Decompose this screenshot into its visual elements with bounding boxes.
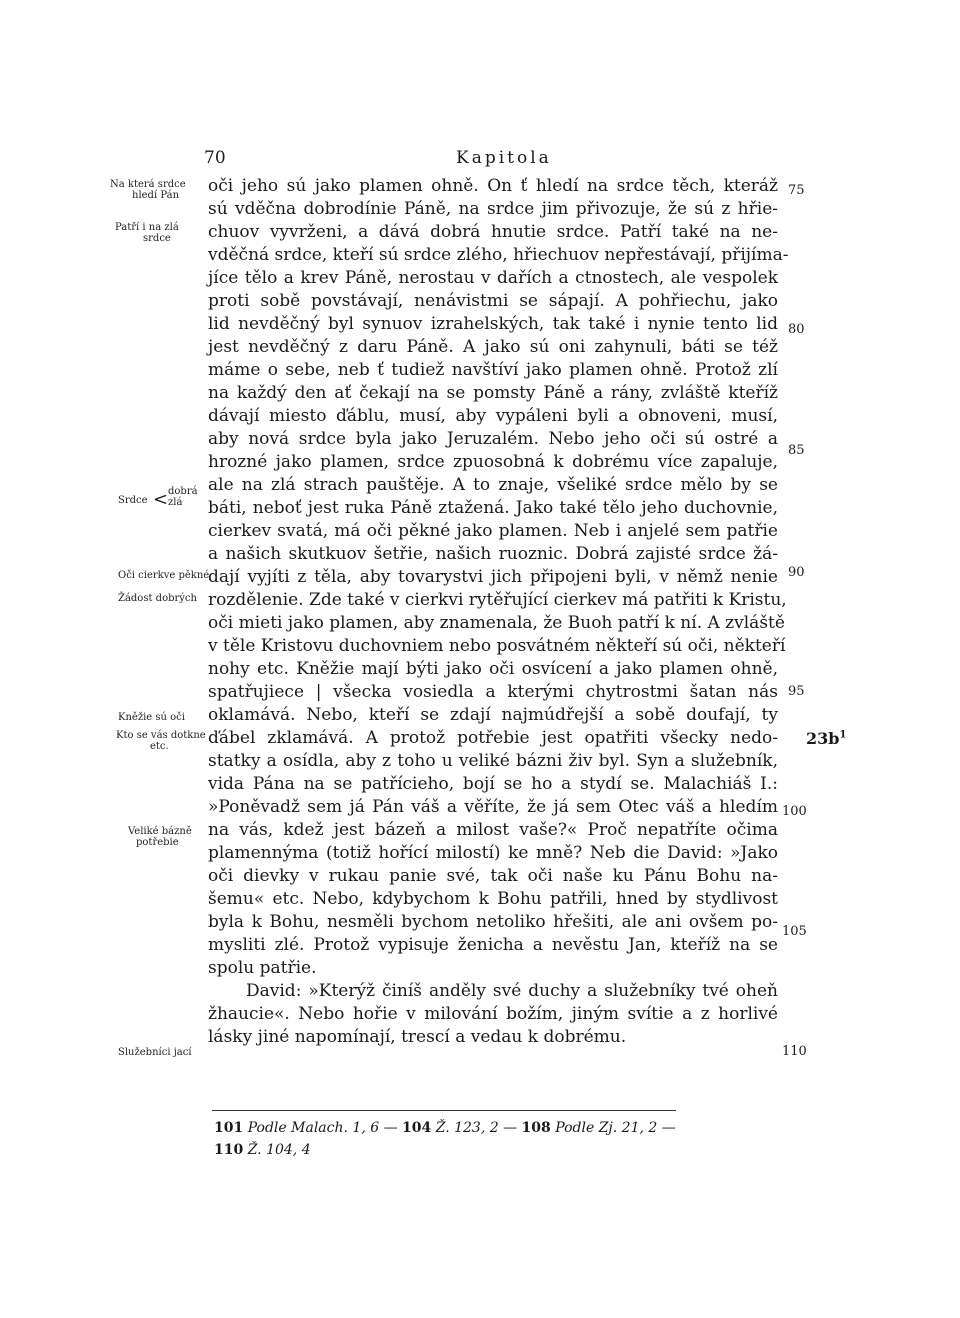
footnote-line: 101 Podle Malach. 1, 6 — 104 Ž. 123, 2 — 108 Podle Zj. 21, 2 — bbox=[214, 1120, 676, 1136]
bracket-glyph: < bbox=[153, 489, 169, 510]
text-line: nohy etc. Kněžie mají býti jako oči osvícení a jako plamen ohně, bbox=[208, 659, 778, 679]
text-line: dají vyjíti z těla, aby tovarystvi jich připojeni byli, v němž nenie bbox=[208, 567, 778, 587]
footnote-rule bbox=[212, 1110, 676, 1111]
text-line: oči jeho sú jako plamen ohně. On ť hledí na srdce těch, kteráž bbox=[208, 176, 778, 196]
text-line: lid nevděčný byl synuov izrahelských, tak také i nynie tento lid bbox=[208, 314, 778, 334]
margin-note: Oči cierkve pěkné bbox=[118, 570, 210, 581]
text-line: na vás, kdež jest bázeň a milost vaše?« Proč nepatříte očima bbox=[208, 820, 778, 840]
margin-note: Veliké bázně potřebie bbox=[128, 826, 192, 848]
line-number: 105 bbox=[782, 924, 807, 939]
text-line: byla k Bohu, nesměli bychom netoliko hřešiti, ale ani ovšem po- bbox=[208, 912, 778, 932]
text-line: v těle Kristovu duchovniem nebo posvátném někteří sú oči, někteří bbox=[208, 636, 786, 656]
line-number: 90 bbox=[788, 565, 805, 580]
margin-note: Služebníci jací bbox=[118, 1047, 192, 1058]
running-title: Kapitola bbox=[456, 148, 552, 168]
folio-marker: $23b^1$ bbox=[806, 729, 847, 748]
footnote-line: 110 Ž. 104, 4 bbox=[214, 1142, 311, 1158]
text-line: rozdělenie. Zde také v cierkvi rytěřující cierkev má patřiti k Kristu, bbox=[208, 590, 787, 610]
text-line: jest nevděčný z daru Páně. A jako sú oni zahynuli, báti se též bbox=[208, 337, 778, 357]
line-number: 80 bbox=[788, 322, 805, 337]
text-line: chuov vyvrženi, a dává dobrá hnutie srdce. Patří také na ne- bbox=[208, 222, 778, 242]
text-line: David: »Kterýž činíš anděly své duchy a služebníky tvé oheň bbox=[246, 981, 778, 1001]
line-number: 100 bbox=[782, 804, 807, 819]
text-line: žhaucie«. Nebo hořie v milování božím, jiným svítie a z horlivé bbox=[208, 1004, 778, 1024]
text-line: oči mieti jako plamen, aby znamenala, že Buoh patří k ní. A zvláště bbox=[208, 613, 785, 633]
text-line: lásky jiné napomínají, trescí a vedau k dobrému. bbox=[208, 1027, 627, 1047]
text-line: hrozné jako plamen, srdce zpuosobná k dobrému více zapaluje, bbox=[208, 452, 778, 472]
text-line: vděčná srdce, kteří sú srdce zlého, hřiechuov nepřestávají, přijíma- bbox=[208, 245, 789, 265]
text-line: ale na zlá strach pauštěje. A to znaje, všeliké srdce mělo by se bbox=[208, 475, 778, 495]
text-line: dávají miesto ďáblu, musí, aby vypáleni byli a obnoveni, musí, bbox=[208, 406, 778, 426]
margin-note: Žádost dobrých bbox=[118, 593, 197, 604]
margin-note: Srdce bbox=[118, 495, 148, 506]
text-line: cierkev svatá, má oči pěkné jako plamen. Neb i anjelé sem patřie bbox=[208, 521, 778, 541]
text-line: báti, neboť jest ruka Páně ztažená. Jako také tělo jeho duchovnie, bbox=[208, 498, 778, 518]
text-line: máme o sebe, neb ť tudiež navštíví jako plamen ohně. Protož zlí bbox=[208, 360, 778, 380]
line-number: 75 bbox=[788, 183, 805, 198]
margin-note: Kněžie sú oči bbox=[118, 712, 185, 723]
text-line: aby nová srdce byla jako Jeruzalém. Nebo jeho oči sú ostré a bbox=[208, 429, 778, 449]
text-line: na každý den ať čekají na se pomsty Páně a rány, zvláště kteříž bbox=[208, 383, 778, 403]
margin-note: Patří i na zlá srdce bbox=[115, 222, 179, 244]
margin-note: Na která srdce hledí Pán bbox=[110, 179, 186, 201]
text-line: statky a osídla, aby z toho u veliké bázni živ byl. Syn a služebník, bbox=[208, 751, 778, 771]
line-number: 110 bbox=[782, 1044, 807, 1059]
text-line: »Poněvadž sem já Pán váš a věříte, že já sem Otec váš a hledím bbox=[208, 797, 778, 817]
margin-note: dobrá zlá bbox=[168, 486, 198, 508]
text-line: vida Pána na se patřícieho, bojí se ho a stydí se. Malachiáš I.: bbox=[208, 774, 778, 794]
page-number: 70 bbox=[204, 148, 226, 168]
text-line: sú vděčna dobrodínie Páně, na srdce jim přivozuje, že sú z hřie- bbox=[208, 199, 778, 219]
text-line: a našich skutkuov šetřie, našich ruoznic. Dobrá zajisté srdce žá- bbox=[208, 544, 778, 564]
text-line: oklamává. Nebo, kteří se zdají najmúdřejší a sobě doufají, ty bbox=[208, 705, 778, 725]
text-line: plamennýma (totiž hořící milostí) ke mně? Neb die David: »Jako bbox=[208, 843, 778, 863]
text-line: jíce tělo a krev Páně, nerostau v dařích a ctnostech, ale vespolek bbox=[208, 268, 778, 288]
text-line: šemu« etc. Nebo, kdybychom k Bohu patřili, hned by stydlivost bbox=[208, 889, 778, 909]
text-line: ďábel zklamává. A protož potřebie jest opatřiti všecky nedo- bbox=[208, 728, 778, 748]
text-line: oči dievky v rukau panie své, tak oči naše ku Pánu Bohu na- bbox=[208, 866, 778, 886]
text-line: spatřujiece | všecka vosiedla a kterými chytrostmi šatan nás bbox=[208, 682, 778, 702]
text-line: spolu patřie. bbox=[208, 958, 317, 978]
text-line: proti sobě povstávají, nenávistmi se sápají. A pohřiechu, jako bbox=[208, 291, 778, 311]
line-number: 85 bbox=[788, 443, 805, 458]
line-number: 95 bbox=[788, 684, 805, 699]
text-line: mysliti zlé. Protož vypisuje ženicha a nevěstu Jan, kteříž na se bbox=[208, 935, 778, 955]
margin-note: Kto se vás dotkne etc. bbox=[116, 730, 206, 752]
